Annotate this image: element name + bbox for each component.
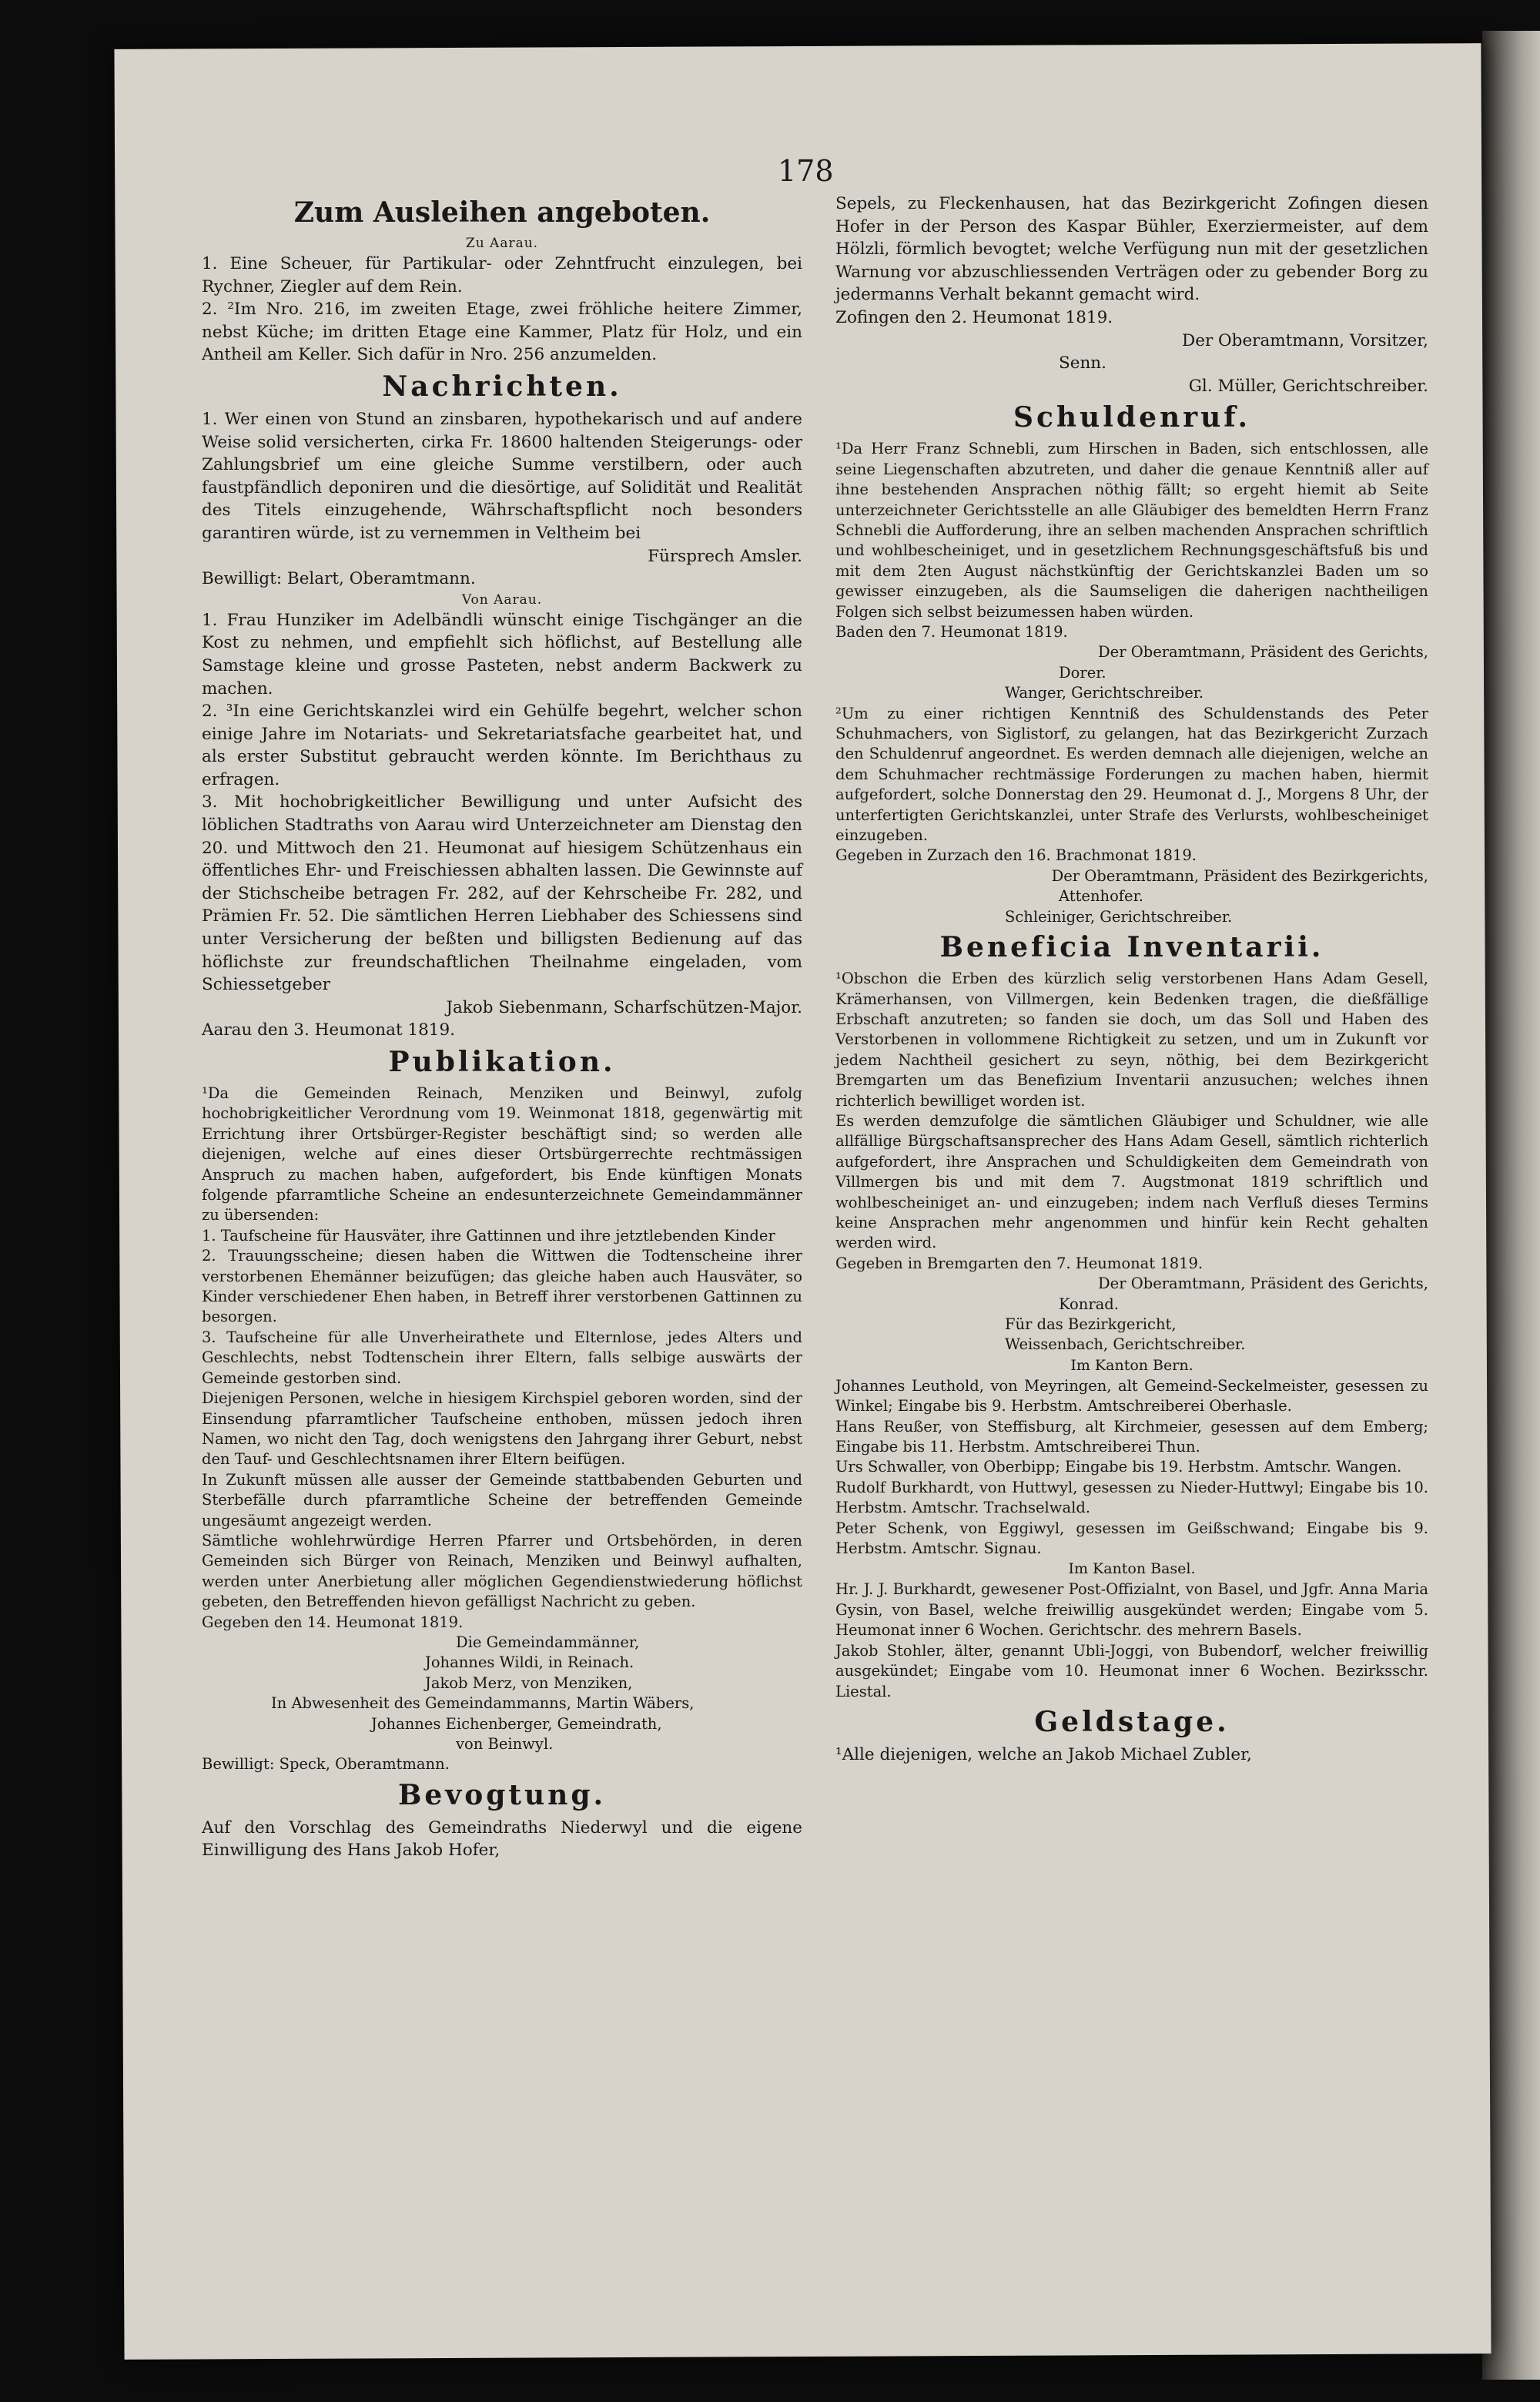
signature-line: Attenhofer. <box>1059 887 1143 906</box>
bern-entry: Hans Reußer, von Steffisburg, alt Kirchmeier, gesessen auf dem Emberg; Eingabe bis 11. Herbstm. Amtschreiberei Thun. <box>835 1417 1428 1456</box>
date-zurzach: Gegeben in Zurzach den 16. Brachmonat 1819. <box>835 846 1197 865</box>
bern-entry: Johannes Leuthold, von Meyringen, alt Gemeind-Seckelmeister, gesessen zu Winkel; Eingabe bis 9. Herbstm. Amtschreiberei Oberhasle. <box>835 1376 1428 1415</box>
publikation-item-3: 3. Taufscheine für alle Unverheirathete und Elternlose, jedes Alters und Geschlechts, nebst Todtenschein ihrer Eltern, falls selbige auswärts der Gemeinde gestorben sind. <box>202 1328 802 1387</box>
bern-entry: Urs Schwaller, von Oberbipp; Eingabe bis 19. Herbstm. Amtschr. Wangen. <box>835 1458 1402 1476</box>
signature-line: Senn. <box>1059 353 1106 374</box>
signature-line: Für das Bezirkgericht, <box>1005 1315 1177 1333</box>
approval-belart: Bewilligt: Belart, Oberamtmann. <box>202 569 476 589</box>
signature-siebenmann: Jakob Siebenmann, Scharfschützen-Major. <box>446 997 802 1017</box>
signature-line: Schleiniger, Gerichtschreiber. <box>1005 907 1233 926</box>
signature-line: Weissenbach, Gerichtschreiber. <box>1005 1335 1246 1354</box>
date-aarau: Aarau den 3. Heumonat 1819. <box>202 1020 455 1040</box>
date-bremgarten: Gegeben in Bremgarten den 7. Heumonat 1819. <box>835 1254 1204 1272</box>
notice-zahlungsbrief: 1. Wer einen von Stund an zinsbaren, hypothekarisch und auf andere Weise solid versicherten, cirka Fr. 18600 haltenden Steigerungs- oder Zahlungsbrief um eine gleiche Summe verstilbern, oder auch faustpfändlich deponiren und die diesörtige, auf Solidität und Realität des Titels einzugehende, Währschaftspflicht noch besonders garantiren würde, ist zu vernemmen in Veltheim bei <box>202 409 802 543</box>
subheading-kanton-basel: Im Kanton Basel. <box>1068 1560 1196 1578</box>
schuldenruf-schuhmacher: ²Um zu einer richtigen Kenntniß des Schuldenstands des Peter Schuhmachers, von Siglistorf, zu gelangen, hat das Bezirkgericht Zurzach den Schuldenruf angeordnet. Es werden demnach alle diejenigen, welche an dem Schuhmacher rechtmässige Forderungen zu machen haben, hiermit aufgefordert, solche Donnerstag den 29. Heumonat d. J., Morgens 8 Uhr, der unterfertigten Gerichtskanzlei, unter Strafe des Verlursts, wohlbescheiniget einzugeben. <box>835 704 1428 845</box>
heading-bevogtung: Bevogtung. <box>397 1778 607 1811</box>
basel-entry: Jakob Stohler, älter, genannt Ubli-Joggi, von Bubendorf, welcher freiwillig ausgekündet; Eingabe vom 10. Heumonat inner 6 Wochen. Bezirksschr. Liestal. <box>835 1641 1428 1700</box>
bern-entry: Peter Schenk, von Eggiwyl, gesessen im Geißschwand; Eingabe bis 9. Herbstm. Amtschr. Signau. <box>835 1519 1428 1558</box>
beneficia-aufforderung: Es werden demzufolge die sämtlichen Gläubiger und Schuldner, wie alle allfällige Bürgschaftsansprecher des Hans Adam Gesell, sämtlich richterlich aufgefordert, ihre Ansprachen und Schuldigkeiten dem Gemeindrath von Villmergen bis und mit dem 7. Augstmonat 1819 schriftlich und wohlbescheiniget an- und einzugeben; indem nach Verfluß dieses Termins keine Ansprachen mehr angenommen und hinfür kein Recht gehalten werden wird. <box>835 1111 1428 1252</box>
subheading-kanton-bern: Im Kanton Bern. <box>1070 1356 1194 1374</box>
heading-beneficia: Beneficia Inventarii. <box>939 931 1324 964</box>
notice-scheuer: 1. Eine Scheuer, für Partikular- oder Zehntfrucht einzulegen, bei Rychner, Ziegler auf dem Rein. <box>202 254 802 296</box>
notice-gerichtskanzlei: 2. ³In eine Gerichtskanzlei wird ein Gehülfe begehrt, welcher schon einige Jahre im Notariats- und Sekretariatsfache gearbeitet hat, und als erster Substitut gebraucht werden könnte. Im Berichthaus zu erfragen. <box>202 702 802 789</box>
signature-line: Wanger, Gerichtschreiber. <box>1005 684 1204 702</box>
left-column <box>202 193 802 1862</box>
heading-nachrichten: Nachrichten. <box>382 370 622 403</box>
heading-ausleihen: Zum Ausleihen angeboten. <box>293 196 711 229</box>
signature-line: Gl. Müller, Gerichtschreiber. <box>1188 376 1428 396</box>
notice-zimmer: 2. ²Im Nro. 216, im zweiten Etage, zwei fröhliche heitere Zimmer, nebst Küche; im dritten Etage eine Kammer, Platz für Holz, und ein Antheil am Keller. Sich dafür in Nro. 256 anzumelden. <box>202 300 802 365</box>
beneficia-gesell: ¹Obschon die Erben des kürzlich selig verstorbenen Hans Adam Gesell, Krämerhansen, von Villmergen, kein Bedenken tragen, die dießfällige Erbschaft anzutreten; so fanden sie doch, um das Soll und Haben des Verstorbenen in vollommene Richtigkeit zu setzen, und um in Zukunft vor jedem Nachtheil gesichert zu seyn, nöthig, bei dem Bezirkgericht Bremgarten um das Benefizium Inventarii anzusuchen; welches ihnen richterlich bewilliget worden ist. <box>835 970 1428 1110</box>
signature-line: von Beinwyl. <box>456 1735 554 1753</box>
heading-publikation: Publikation. <box>388 1046 616 1078</box>
heading-schuldenruf: Schuldenruf. <box>1013 401 1251 434</box>
bern-entry: Rudolf Burkhardt, von Huttwyl, gesessen zu Nieder-Huttwyl; Eingabe bis 10. Herbstm. Amtschr. Trachselwald. <box>835 1478 1428 1517</box>
date-zofingen: Zofingen den 2. Heumonat 1819. <box>835 307 1113 327</box>
bevogtung-start: Auf den Vorschlag des Gemeindraths Niederwyl und die eigene Einwilligung des Hans Jakob Hofer, <box>202 1817 802 1861</box>
signature-line: Konrad. <box>1059 1295 1119 1313</box>
approval-speck: Bewilligt: Speck, Oberamtmann. <box>202 1755 450 1774</box>
schuldenruf-schnebli: ¹Da Herr Franz Schnebli, zum Hirschen in Baden, sich entschlossen, alle seine Liegenschaften abzutreten, und daher die genaue Kenntniß aller auf ihne bestehenden Ansprachen nöthig fällt; so ergeht hiemit ab Seite unterzeichneter Gerichtsstelle an alle Gläubiger des bemeldten Herrn Franz Schnebli die Aufforderung, ihre an selben machenden Ansprachen schriftlich und wohlbescheiniget, und in gesetzlichem Rechnungsgeschäftsfuß bis und mit dem 2ten August nächstkünftig der Gerichtskanzlei Baden um so gewisser einzugeben, als die Saumseligen die daherigen nachtheiligen Folgen sich selbst beizumessen haben würden. <box>835 440 1428 621</box>
signature-amsler: Fürsprech Amsler. <box>648 546 802 566</box>
publikation-date: Gegeben den 14. Heumonat 1819. <box>202 1613 464 1631</box>
subheading-aarau: Zu Aarau. <box>465 236 539 251</box>
publikation-paragraph: Diejenigen Personen, welche in hiesigem Kirchspiel geboren worden, sind der Einsendung pfarramtlicher Taufscheine enthoben, müssen jedoch ihren Namen, wo nicht den Tag, doch wenigstens den Jahrgang ihrer Geburt, nebst den Tauf- und Geschlechtsnamen ihrer Eltern beifügen. <box>202 1389 802 1469</box>
bevogtung-continued: Sepels, zu Fleckenhausen, hat das Bezirkgericht Zofingen diesen Hofer in der Person des Kaspar Bühler, Exerziermeister, auf dem Hölzli, förmlich bevogtet; welche Verfügung nun mit der gesetzlichen Warnung vor abzuschliessenden Verträgen oder zu gebender Borg zu jedermanns Verhalt bekannt gemacht wird. <box>835 194 1428 305</box>
signature-line: Der Oberamtmann, Präsident des Gerichts, <box>1098 1275 1428 1293</box>
notice-hunziker: 1. Frau Hunziker im Adelbändli wünscht einige Tischgänger an die Kost zu nehmen, und empfiehlt sich höflichst, auf Bestellung alle Samstage kleine und grosse Pasteten, nebst anderm Backwerk zu machen. <box>202 610 802 698</box>
heading-geldstage: Geldstage. <box>1034 1705 1230 1738</box>
signature-line: Der Oberamtmann, Vorsitzer, <box>1181 330 1428 350</box>
publikation-paragraph: Sämtliche wohlehrwürdige Herren Pfarrer und Ortsbehörden, in deren Gemeinden sich Bürger von Reinach, Menziken und Beinwyl aufhalten, werden unter Anerbietung aller möglichen Gegendienstwiederung höflichst gebeten, den Betreffenden hievon gefälligst Nachricht zu geben. <box>202 1531 802 1611</box>
geldstage-start: ¹Alle diejenigen, welche an Jakob Michael Zubler, <box>835 1744 1252 1764</box>
signature-line: In Abwesenheit des Gemeindammanns, Martin Wäbers, <box>271 1694 695 1713</box>
publikation-item-2: 2. Trauungsscheine; diesen haben die Wittwen die Todtenscheine ihrer verstorbenen Ehemänner beizufügen; das gleiche haben auch Hausväter, so Kinder verschiedener Ehen haben, in Betreff ihrer verstorbenen Gattinnen zu besorgen. <box>202 1247 802 1326</box>
signature-line: Johannes Wildi, in Reinach. <box>425 1653 634 1672</box>
publikation-intro: ¹Da die Gemeinden Reinach, Menziken und Beinwyl, zufolg hochobrigkeitlicher Verordnung vom 19. Weinmonat 1818, gegenwärtig mit Errichtung ihrer Ortsbürger-Register beschäftigt sind; so werden alle diejenigen, welche auf eines dieser Ortsbürgerrechte rechtmässigen Anspruch zu machen haben, aufgefordert, bis Ende künftigen Monats folgende pfarramtliche Scheine an endesunterzeichnete Gemeindammänner zu übersenden: <box>202 1084 802 1224</box>
basel-entry: Hr. J. J. Burkhardt, gewesener Post-Offizialnt, von Basel, und Jgfr. Anna Maria Gysin, von Basel, welche freiwillig ausgekündet werden; Eingabe vom 5. Heumonat inner 6 Wochen. Gerichtschr. des mehrern Basels. <box>835 1580 1428 1640</box>
signature-line: Dorer. <box>1059 663 1106 682</box>
page-number: 178 <box>778 154 834 188</box>
publikation-paragraph: In Zukunft müssen alle ausser der Gemeinde stattbabenden Geburten und Sterbefälle durch pfarramtliche Scheine der betreffenden Gemeinde ungesäumt angezeigt werden. <box>202 1470 802 1529</box>
signature-line: Jakob Merz, von Menziken, <box>425 1673 633 1692</box>
right-column <box>835 193 1428 1767</box>
signature-line: Die Gemeindammänner, <box>456 1633 640 1651</box>
signature-line: Der Oberamtmann, Präsident des Gerichts, <box>1098 643 1428 662</box>
subheading-von-aarau: Von Aarau. <box>461 591 543 608</box>
date-baden: Baden den 7. Heumonat 1819. <box>835 623 1068 641</box>
signature-line: Der Oberamtmann, Präsident des Bezirkgerichts, <box>1051 866 1428 885</box>
notice-freischiessen: 3. Mit hochobrigkeitlicher Bewilligung und unter Aufsicht des löblichen Stadtraths von Aarau wird Unterzeichneter am Dienstag den 20. und Mittwoch den 21. Heumonat auf hiesigem Schützenhaus ein öffentliches Ehr- und Freischiessen abhalten lassen. Die Gewinnste auf der Stichscheibe betragen Fr. 282, auf der Kehrscheibe Fr. 282, und Prämien Fr. 52. Die sämtlichen Herren Liebhaber des Schiessens sind unter Versicherung der beßten und billigsten Bedienung auf das höflichste zur freundschaftlichen Theilnahme eingeladen, vom Schiessetgeber <box>202 792 802 995</box>
publikation-item-1: 1. Taufscheine für Hausväter, ihre Gattinnen und ihre jetztlebenden Kinder <box>202 1226 775 1245</box>
signature-line: Johannes Eichenberger, Gemeindrath, <box>371 1714 662 1733</box>
adjacent-page-edge <box>1482 31 1540 2380</box>
